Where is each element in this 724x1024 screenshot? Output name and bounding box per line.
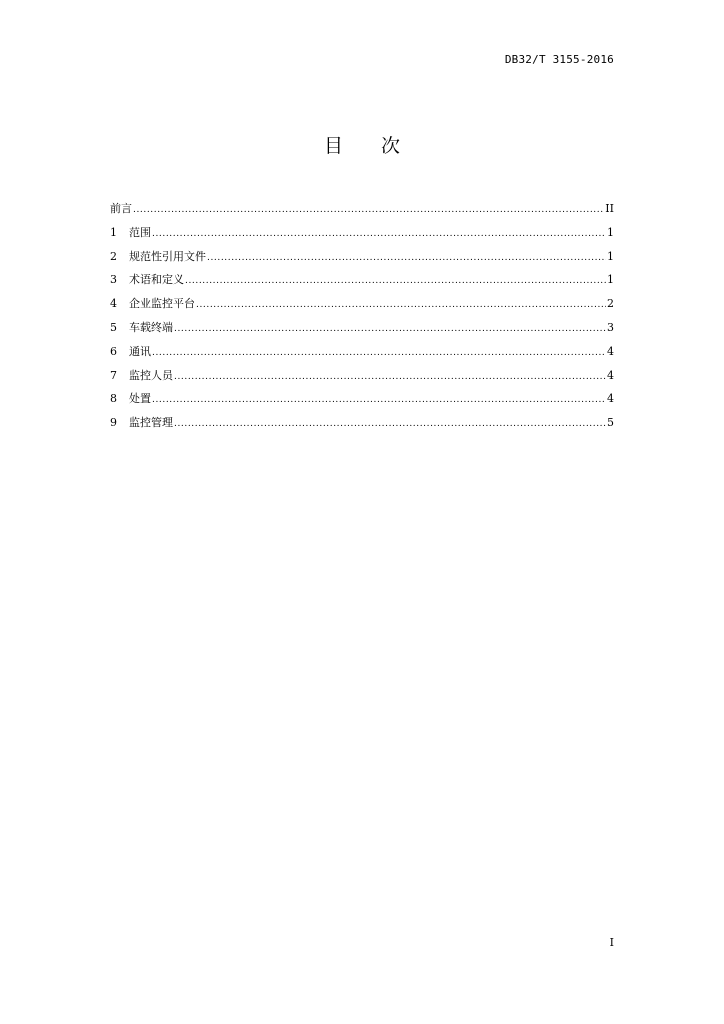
toc-entry-1[interactable] <box>110 224 614 248</box>
toc-leader-dots <box>185 272 606 290</box>
toc-entry-6[interactable] <box>110 343 614 367</box>
toc-entry-3[interactable] <box>110 271 614 295</box>
toc-list <box>110 200 614 438</box>
toc-entry-number: 7 <box>110 368 117 382</box>
toc-entry-7[interactable] <box>110 367 614 391</box>
toc-entry-page: 1 <box>607 249 614 263</box>
toc-title-char-1: 目 <box>323 135 343 157</box>
toc-entry-page: 4 <box>607 344 614 358</box>
document-code: DB32/T 3155-2016 <box>504 53 614 66</box>
toc-entry-text: 处置 <box>129 392 151 406</box>
toc-entry-page: II <box>605 202 614 215</box>
toc-entry-9[interactable] <box>110 414 614 438</box>
toc-leader-dots <box>196 296 606 314</box>
toc-entry-text: 监控管理 <box>129 416 173 430</box>
toc-entry-4[interactable] <box>110 295 614 319</box>
toc-entry-text: 通讯 <box>129 344 151 358</box>
toc-entry-number: 8 <box>110 392 117 406</box>
toc-leader-dots <box>152 225 606 243</box>
toc-entry-text: 车载终端 <box>129 320 173 334</box>
toc-entry-text: 规范性引用文件 <box>129 249 206 263</box>
toc-entry-text: 监控人员 <box>129 368 173 382</box>
toc-leader-dots <box>174 415 606 433</box>
toc-entry-page: 1 <box>607 225 614 239</box>
toc-entry-number: 3 <box>110 273 117 287</box>
toc-entry-text: 前言 <box>110 202 132 215</box>
toc-entry-number: 2 <box>110 249 117 263</box>
toc-entry-2[interactable] <box>110 248 614 272</box>
toc-entry-text: 企业监控平台 <box>129 297 195 311</box>
toc-entry-number: 9 <box>110 416 117 430</box>
toc-entry-page: 4 <box>607 368 614 382</box>
toc-entry-number: 1 <box>110 225 117 239</box>
toc-entry-page: 5 <box>607 416 614 430</box>
toc-entry-page: 3 <box>607 320 614 334</box>
toc-entry-text: 范围 <box>129 225 151 239</box>
toc-leader-dots <box>207 249 606 267</box>
toc-entry-number: 6 <box>110 344 117 358</box>
toc-entry-text: 术语和定义 <box>129 273 184 287</box>
toc-leader-dots <box>152 391 606 409</box>
toc-entry-8[interactable] <box>110 390 614 414</box>
page-number: I <box>609 936 614 949</box>
toc-title <box>0 134 724 158</box>
toc-leader-dots <box>174 368 606 386</box>
toc-entry-page: 1 <box>607 273 614 287</box>
toc-entry-number: 5 <box>110 320 117 334</box>
toc-entry-page: 2 <box>607 297 614 311</box>
toc-entry-page: 4 <box>607 392 614 406</box>
toc-leader-dots <box>133 201 604 219</box>
toc-title-char-2: 次 <box>381 135 401 157</box>
toc-leader-dots <box>174 320 606 338</box>
toc-entry-5[interactable] <box>110 319 614 343</box>
toc-leader-dots <box>152 344 606 362</box>
toc-entry-foreword[interactable] <box>110 200 614 224</box>
toc-entry-number: 4 <box>110 297 117 311</box>
